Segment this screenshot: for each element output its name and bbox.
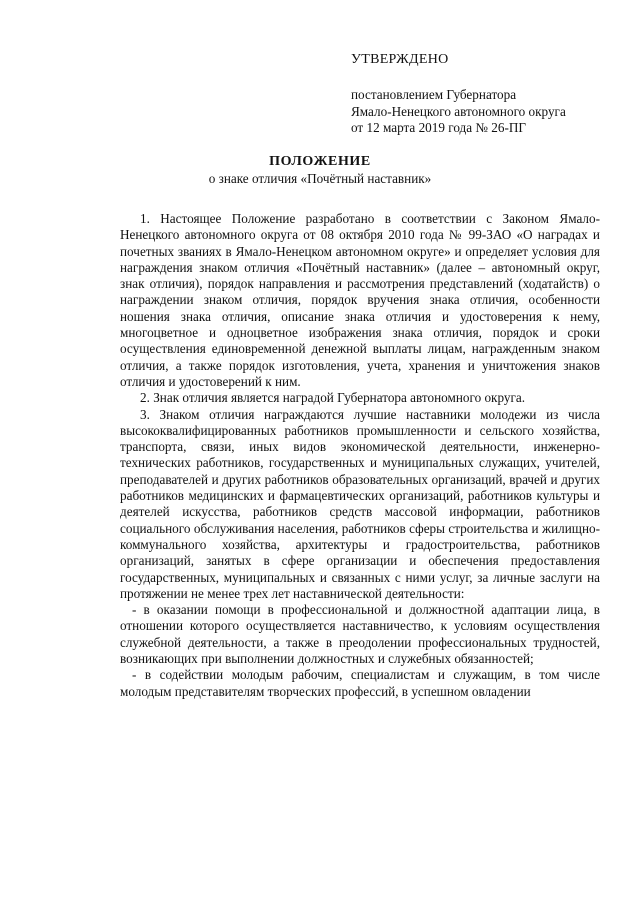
approved-heading: УТВЕРЖДЕНО [351,52,449,67]
paragraph-2: 2. Знак отличия является наградой Губернатора автономного округа. [140,390,526,406]
document-title: ПОЛОЖЕНИЕ [269,154,371,169]
paragraph-1: 1. Настоящее Положение разработано в соответствии с Законом Ямало-Ненецкого автономного округа от 08 октября 2010 года № 99-ЗАО «О наградах и почетных званиях в Ямало-Ненецком автономном округе» и определяет условия для награждения знаком отличия «Почётный наставник» (далее – автономный округ, знак отличия), порядок направления и рассмотрения представлений (ходатайств) о награждении знаком отличия, порядок вручения знака отличия, особенности ношения знака отличия, описание знака отличия и удостоверения к нему, многоцветное и одноцветное изображения знака отличия, порядок и сроки осуществления единовременной денежной выплаты лицам, награжденным знаком отличия, а также порядок изготовления, учета, хранения и уничтожения знаков отличия и удостоверений к ним. [120,211,600,389]
document-subtitle: о знаке отличия «Почётный наставник» [208,171,432,186]
bullet-item-1: - в оказании помощи в профессиональной и должностной адаптации лица, в отношении которого осуществляется наставничество, к условиям осуществления служебной деятельности, а также в преодолении профессиональных трудностей, возникающих при выполнении должностных и служебных обязанностей; [120,602,600,667]
decree-line-1: постановлением Губернатора [351,87,517,102]
approval-stamp-block [351,52,626,137]
title-block [0,153,640,187]
decree-line-3: от 12 марта 2019 года № 26-ПГ [351,120,526,135]
decree-line-2: Ямало-Ненецкого автономного округа [351,103,566,119]
document-body [120,211,600,700]
decree-reference [351,87,626,137]
bullet-item-2: - в содействии молодым рабочим, специалистам и служащим, в том числе молодым представителям творческих профессий, в успешном овладении [120,667,600,699]
paragraph-3: 3. Знаком отличия награждаются лучшие наставники молодежи из числа высококвалифицированных работников промышленности и сельского хозяйства, транспорта, связи, иных видов экономической деятельности, инженерно-технических работников, государственных и муниципальных служащих, учителей, преподавателей и других работников образовательных организаций, врачей и других работников медицинских и фармацевтических организаций, работников культуры и деятелей искусства, работников средств массовой информации, работников социального обслуживания населения, работников сферы строительства и жилищно-коммунального хозяйства, архитектуры и градостроительства, работников организаций, занятых в сфере организации и обеспечения предоставления государственных, муниципальных и связанных с ними услуг, за личные заслуги на протяжении не менее трех лет наставнической деятельности: [120,406,600,601]
